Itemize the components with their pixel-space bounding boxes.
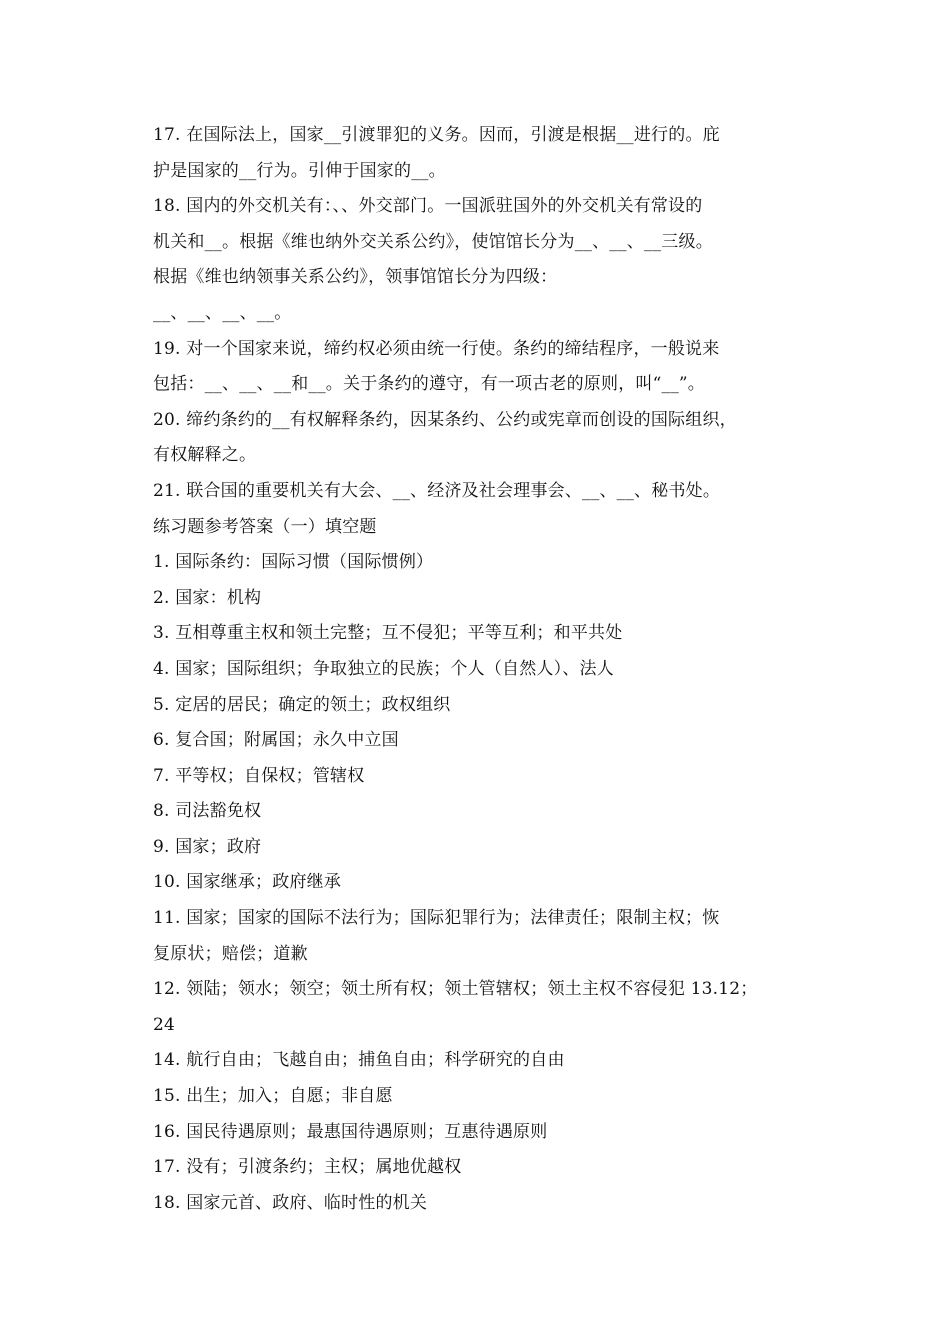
question-17-line-2: 护是国家的__行为。引伸于国家的__。 <box>153 160 446 181</box>
question-20-line-2: 有权解释之。 <box>153 445 257 466</box>
answer-16: 16. 国民待遇原则；最惠国待遇原则；互惠待遇原则 <box>153 1121 548 1142</box>
answer-12-line-1: 12. 领陆；领水；领空；领土所有权；领土管辖权；领土主权不容侵犯 13.12； <box>153 979 758 1000</box>
answer-10: 10. 国家继承；政府继承 <box>153 872 342 893</box>
question-18-line-1: 18. 国内的外交机关有：、、外交部门。一国派驻国外的外交机关有常设的 <box>153 196 703 217</box>
answers-heading: 练习题参考答案（一）填空题 <box>153 516 377 537</box>
question-18-line-3: 根据《维也纳领事关系公约》，领事馆馆长分为四级： <box>153 267 558 288</box>
answer-15: 15. 出生；加入；自愿；非自愿 <box>153 1086 393 1107</box>
answer-12-line-2: 24 <box>153 1014 176 1035</box>
answer-11-line-1: 11. 国家；国家的国际不法行为；国际犯罪行为；法律责任；限制主权；恢 <box>153 908 720 929</box>
answer-9: 9. 国家；政府 <box>153 836 262 857</box>
answer-11-line-2: 复原状；赔偿；道歉 <box>153 943 308 964</box>
question-19-line-2: 包括：__、__、__和__。关于条约的遵守，有一项古老的原则，叫“__”。 <box>153 374 705 395</box>
answer-7: 7. 平等权；自保权；管辖权 <box>153 765 365 786</box>
question-20-line-1: 20. 缔约条约的__有权解释条约，因某条约、公约或宪章而创设的国际组织， <box>153 409 737 430</box>
answer-6: 6. 复合国；附属国；永久中立国 <box>153 730 399 751</box>
document-body <box>153 118 813 1221</box>
question-17-line-1: 17. 在国际法上，国家__引渡罪犯的义务。因而，引渡是根据__进行的。庇 <box>153 125 720 145</box>
answer-3: 3. 互相尊重主权和领土完整；互不侵犯；平等互利；和平共处 <box>153 623 623 644</box>
question-21-line-1: 21. 联合国的重要机关有大会、__、经济及社会理事会、__、__、秘书处。 <box>153 480 721 501</box>
answer-4: 4. 国家；国际组织；争取独立的民族；个人（自然人）、法人 <box>153 658 614 679</box>
question-19-line-1: 19. 对一个国家来说，缔约权必须由统一行使。条约的缔结程序，一般说来 <box>153 338 720 359</box>
question-18-line-4: __、__、__、__。 <box>153 302 292 323</box>
answer-1: 1. 国际条约：国际习惯（国际惯例） <box>153 552 434 573</box>
answer-14: 14. 航行自由；飞越自由；捕鱼自由；科学研究的自由 <box>153 1050 565 1071</box>
answer-8: 8. 司法豁免权 <box>153 801 262 822</box>
answer-17: 17. 没有；引渡条约；主权；属地优越权 <box>153 1157 462 1178</box>
answer-2: 2. 国家：机构 <box>153 587 262 608</box>
answer-18: 18. 国家元首、政府、临时性的机关 <box>153 1192 428 1213</box>
question-18-line-2: 机关和__。根据《维也纳外交关系公约》，使馆馆长分为__、__、__三级。 <box>153 231 713 252</box>
answer-5: 5. 定居的居民；确定的领土；政权组织 <box>153 694 451 715</box>
